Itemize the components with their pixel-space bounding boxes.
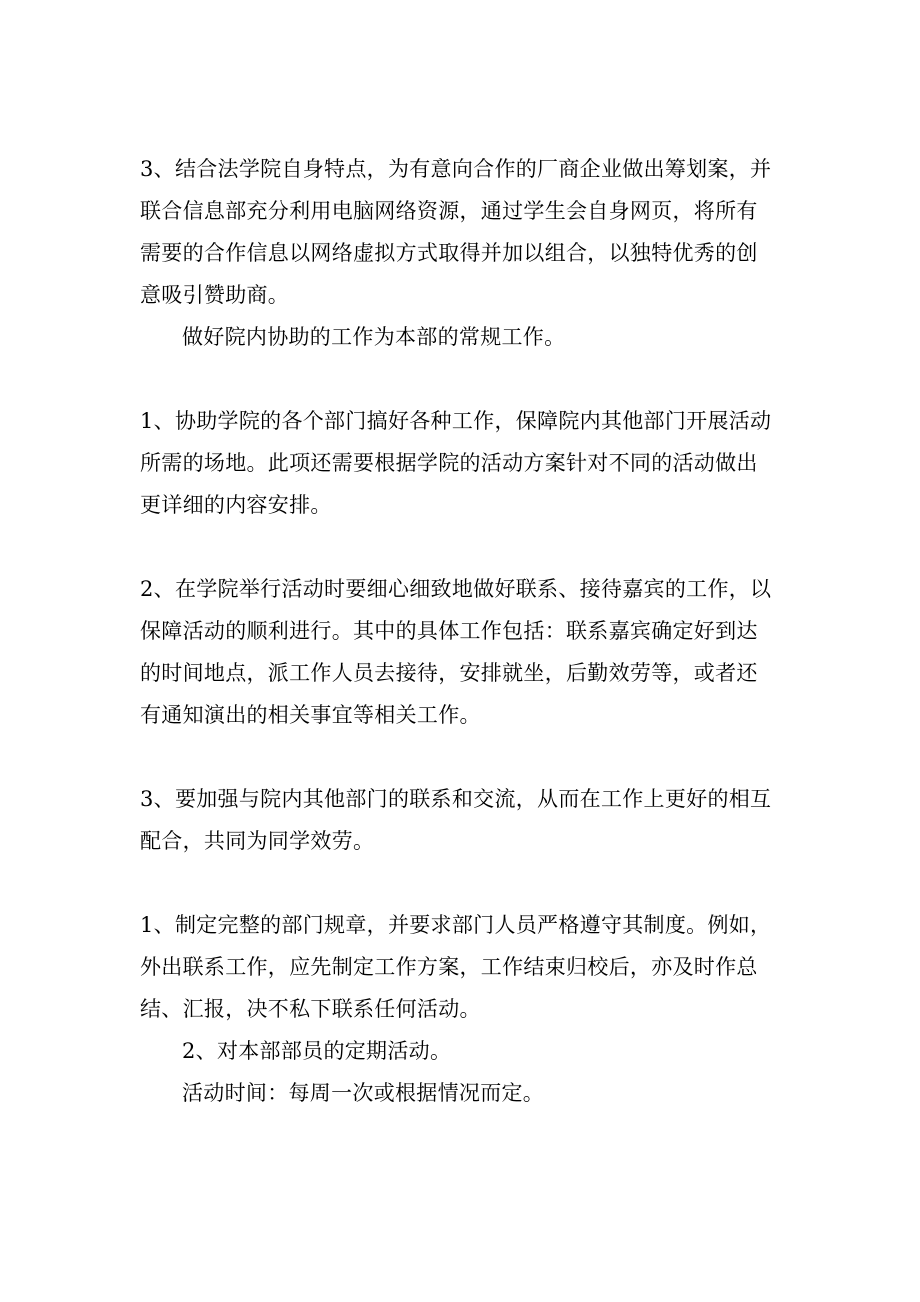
text-line: 更详细的内容安排。 <box>140 493 332 517</box>
text-line: 2、在学院举行活动时要细心细致地做好联系、接待嘉宾的工作，以 <box>140 577 772 601</box>
paragraph-sponsorship-plan <box>140 148 785 316</box>
text-line: 的时间地点，派工作人员去接待，安排就坐，后勤效劳等，或者还 <box>140 661 758 685</box>
text-line: 需要的合作信息以网络虚拟方式取得并加以组合，以独特优秀的创 <box>140 241 758 265</box>
paragraph-activity-time <box>140 1072 785 1114</box>
paragraph-department-rules <box>140 904 785 1030</box>
text-line: 1、协助学院的各个部门搞好各种工作，保障院内其他部门开展活动 <box>140 409 772 433</box>
text-line: 做好院内协助的工作为本部的常规工作。 <box>182 325 566 349</box>
text-line: 联合信息部充分利用电脑网络资源，通过学生会自身网页，将所有 <box>140 199 758 223</box>
text-line: 结、汇报，决不私下联系任何活动。 <box>140 997 481 1021</box>
text-line: 外出联系工作，应先制定工作方案，工作结束归校后，亦及时作总 <box>140 955 758 979</box>
paragraph-routine-work <box>140 316 785 358</box>
paragraph-assist-departments <box>140 400 785 526</box>
text-line: 有通知演出的相关事宜等相关工作。 <box>140 703 481 727</box>
text-line: 1、制定完整的部门规章，并要求部门人员严格遵守其制度。例如， <box>140 913 772 937</box>
text-line: 活动时间：每周一次或根据情况而定。 <box>182 1081 545 1105</box>
paragraph-cooperation <box>140 778 785 862</box>
text-line: 3、结合法学院自身特点，为有意向合作的厂商企业做出筹划案，并 <box>140 157 772 181</box>
text-line: 所需的场地。此项还需要根据学院的活动方案针对不同的活动做出 <box>140 451 758 475</box>
text-line: 意吸引赞助商。 <box>140 283 290 307</box>
text-line: 配合，共同为同学效劳。 <box>140 829 375 853</box>
paragraph-reception-guests <box>140 568 785 736</box>
paragraph-member-activities <box>140 1030 785 1072</box>
text-line: 保障活动的顺利进行。其中的具体工作包括：联系嘉宾确定好到达 <box>140 619 758 643</box>
text-line: 3、要加强与院内其他部门的联系和交流，从而在工作上更好的相互 <box>140 787 772 811</box>
text-line: 2、对本部部员的定期活动。 <box>182 1039 452 1063</box>
